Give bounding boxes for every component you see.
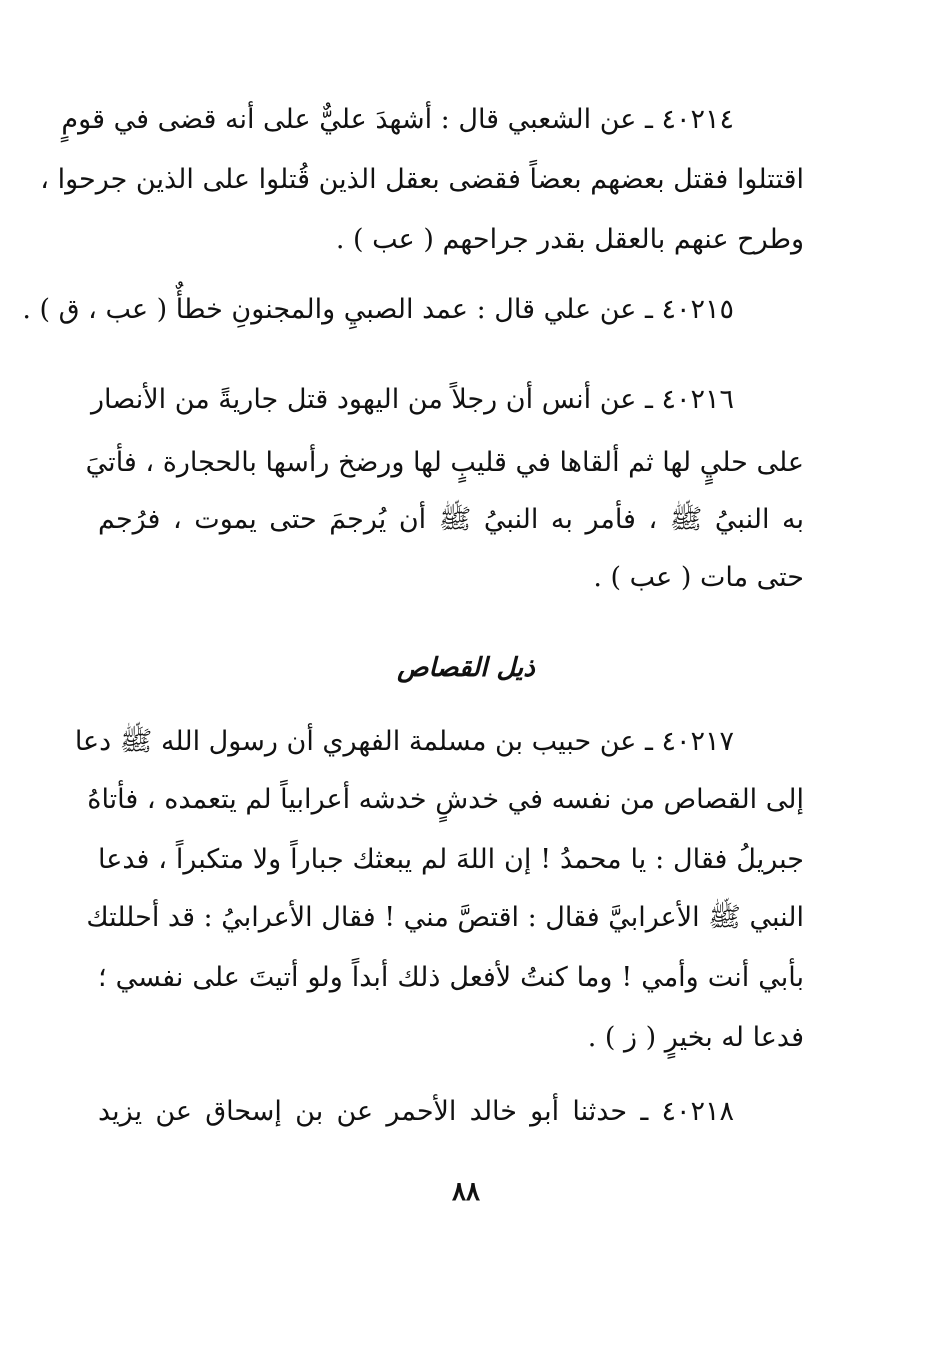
hadith-40217-line-5: بأبي أنت وأمي ! وما كنتُ لأفعل ذلك أبداً ولو أتيتَ على نفسي ؛ [98,962,804,993]
section-heading: ذيل القصاص [397,653,535,683]
hadith-40217-line-4: النبي ﷺ الأعرابيَّ فقال : اقتصَّ مني ! فقال الأعرابيُ : قد أحللتك [86,902,804,933]
hadith-40218-line-1: ٤٠٢١٨ ـ حدثنا أبو خالد الأحمر عن بن إسحاق عن يزيد [98,1096,734,1127]
hadith-40214-line-2: اقتتلوا فقتل بعضهم بعضاً فقضى بعقل الذين قُتلوا على الذين جرحوا ، [40,164,804,195]
hadith-40217-line-3: جبريلُ فقال : يا محمدُ ! إن اللهَ لم يبعثك جباراً ولا متكبراً ، فدعا [98,844,804,875]
hadith-40216-line-2: على حليٍ لها ثم ألقاها في قليبٍ لها ورضخ رأسها بالحجارة ، فأتيَ [85,447,804,478]
hadith-40216-line-3: به النبيُ ﷺ ، فأمر به النبيُ ﷺ أن يُرجمَ حتى يموت ، فرُجم [98,504,804,535]
hadith-40214-line-3: وطرح عنهم بالعقل بقدر جراحهم ( عب ) . [335,224,804,255]
hadith-40216-line-4: حتى مات ( عب ) . [593,562,804,593]
hadith-40216-line-1: ٤٠٢١٦ ـ عن أنس أن رجلاً من اليهود قتل جاريةً من الأنصار [91,384,734,415]
hadith-40215-line-1: ٤٠٢١٥ ـ عن علي قال : عمد الصبيِ والمجنونِ خطأٌ ( عب ، ق ) . [22,294,734,325]
page-number: ٨٨ [452,1177,480,1207]
hadith-40214-line-1: ٤٠٢١٤ ـ عن الشعبي قال : أشهدَ عليٌّ على أنه قضى في قومٍ [61,104,734,135]
hadith-40217-line-6: فدعا له بخيرٍ ( ز ) . [587,1022,804,1053]
hadith-40217-line-1: ٤٠٢١٧ ـ عن حبيب بن مسلمة الفهري أن رسول الله ﷺ دعا [74,726,734,757]
hadith-40217-line-2: إلى القصاص من نفسه في خدشٍ خدشه أعرابياً لم يتعمده ، فأتاهُ [87,784,804,815]
